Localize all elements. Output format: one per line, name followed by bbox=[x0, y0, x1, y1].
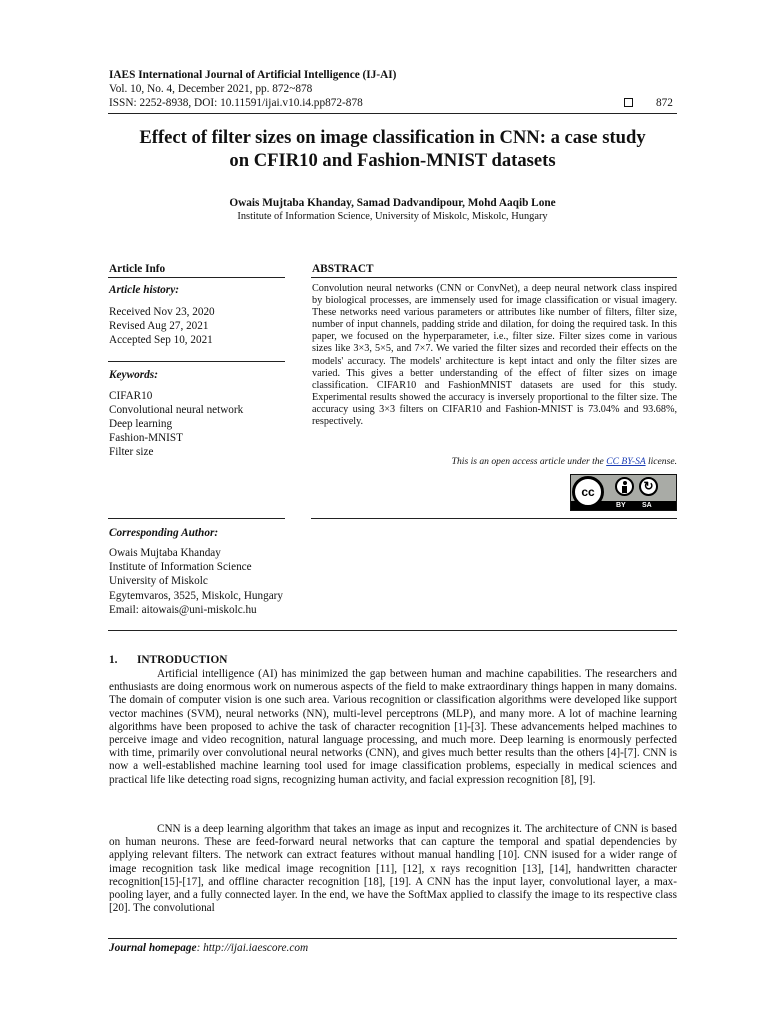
abstract-text: Convolution neural networks (CNN or ConvNet), a deep neural network class inspired by biological processes, are immensely used for image classification or visual imagery. These networks need various parameters or attributes like number of filters, filter size, number of input channels, padding stride and dilation, for doing the required task. In this paper, we focused on the hyperparameter, i.e., filter size. Filter sizes come in various sizes like 3×3, 5×5, and 7×7. We varied the filter sizes and recorded their effects on the models' accuracy. The models' architecture is kept intact and only the filter sizes are varied. This gives a better understanding of the effect of filter sizes on image classification. CIFAR10 and FashionMNIST datasets are used for this study. Experimental results showed the accuracy is inversely proportional to the filter size. The accuracy using 3×3 filters on CIFAR10 and Fashion-MNIST is 73.04% and 93.68%, respectively. bbox=[312, 283, 677, 428]
square-icon bbox=[624, 98, 633, 107]
cc-icon: cc bbox=[572, 476, 604, 508]
keyword-item: Fashion-MNIST bbox=[109, 432, 183, 444]
accepted-date: Accepted Sep 10, 2021 bbox=[109, 334, 213, 346]
corresponding-email: Email: aitowais@uni-miskolc.hu bbox=[109, 604, 257, 616]
keyword-item: Convolutional neural network bbox=[109, 404, 244, 416]
homepage-url[interactable]: : http://ijai.iaescore.com bbox=[196, 942, 309, 954]
journal-issn: ISSN: 2252-8938, DOI: 10.11591/ijai.v10.i4.pp872-878 bbox=[109, 97, 363, 109]
corresponding-university: University of Miskolc bbox=[109, 575, 208, 587]
title-line-2: on CFIR10 and Fashion-MNIST datasets bbox=[229, 150, 556, 171]
cc-by-sa-link[interactable]: CC BY-SA bbox=[606, 456, 646, 467]
corresponding-address: Egytemvaros, 3525, Miskolc, Hungary bbox=[109, 590, 284, 602]
share-alike-icon: ↻ bbox=[639, 477, 658, 496]
journal-volume: Vol. 10, No. 4, December 2021, pp. 872~878 bbox=[109, 83, 313, 95]
homepage-label: Journal homepage bbox=[109, 942, 197, 954]
keyword-item: Filter size bbox=[109, 446, 154, 458]
history-rule bbox=[108, 361, 285, 362]
paper-title bbox=[100, 126, 685, 172]
corresponding-rule-right bbox=[311, 518, 677, 519]
keyword-item: CIFAR10 bbox=[109, 390, 153, 402]
page-number: 872 bbox=[656, 97, 673, 109]
corresponding-name: Owais Mujtaba Khanday bbox=[109, 547, 221, 559]
license-statement bbox=[312, 456, 677, 468]
header-rule bbox=[108, 113, 677, 114]
corresponding-label: Corresponding Author: bbox=[109, 527, 219, 539]
license-prefix: This is an open access article under the bbox=[451, 456, 607, 467]
article-info-heading: Article Info bbox=[109, 263, 166, 275]
license-suffix: license. bbox=[645, 456, 677, 467]
intro-paragraph-2: CNN is a deep learning algorithm that takes an image as input and recognizes it. The architecture of CNN is based on human neurons. These are feed-forward neural networks that can capture the temporal and spatial dependencies by applying relevant filters. The network can extract features without manual handling [10]. CNN isused for a wider range of image recognition task like medical image recognition [11], [12], x rays recognition [13], [14], handwritten character recognition[15]-[17], and offline character recognition [18], [19]. A CNN has the input layer, convolutional layer, a max-pooling layer, and a fully connected layer. In the end, we have the SoftMax applied to classify the image to its respective class [20]. The convolutional bbox=[109, 823, 677, 915]
footer-rule bbox=[108, 938, 677, 939]
abstract-heading: ABSTRACT bbox=[312, 263, 374, 275]
attribution-icon bbox=[615, 477, 634, 496]
revised-date: Revised Aug 27, 2021 bbox=[109, 320, 209, 332]
badge-by-label: BY bbox=[616, 502, 626, 509]
corresponding-institute: Institute of Information Science bbox=[109, 561, 252, 573]
corresponding-rule-left bbox=[108, 518, 285, 519]
intro-paragraph-1: Artificial intelligence (AI) has minimized the gap between human and machine capabilities. The researchers and enthusiasts are doing enormous work on numerous aspects of the field to make extraordinary things happen in many domains. The domain of computer vision is one such area. Various recognition or classification algorithms were developed like support vector machines (SVM), neural networks (NN), multi-level perceptrons (MLP), and many more. A lot of machine learning algorithms have been proposed to achive the task of character recognition [1]-[3]. These advancements helped machines to perceive image and video recognition, natural language processing, and much more. Deep learning is enormously perfected with time, primarily over convolutional neural networks (CNN), and gives much better results than the others [4]-[7]. CNN is now a well-established machine learning tool used for image classification problems, especially in medical sciences and practical life like detecting road signs, recognizing human activity, and facial expression recognition [8], [9]. bbox=[109, 668, 677, 786]
keyword-item: Deep learning bbox=[109, 418, 173, 430]
abstract-rule bbox=[311, 277, 677, 278]
article-info-rule bbox=[108, 277, 285, 278]
section-title: INTRODUCTION bbox=[137, 654, 228, 666]
journal-name: IAES International Journal of Artificial Intelligence (IJ-AI) bbox=[109, 69, 397, 81]
badge-sa-label: SA bbox=[642, 502, 652, 509]
article-history-label: Article history: bbox=[109, 284, 179, 296]
corresponding-bottom-rule bbox=[108, 630, 677, 631]
received-date: Received Nov 23, 2020 bbox=[109, 306, 215, 318]
section-number: 1. bbox=[109, 654, 118, 666]
cc-by-sa-badge[interactable] bbox=[570, 474, 677, 511]
title-line-1: Effect of filter sizes on image classification in CNN: a case study bbox=[139, 127, 646, 148]
authors: Owais Mujtaba Khanday, Samad Dadvandipour, Mohd Aaqib Lone bbox=[229, 197, 556, 209]
affiliation: Institute of Information Science, University of Miskolc, Miskolc, Hungary bbox=[237, 211, 548, 222]
keywords-label: Keywords: bbox=[109, 369, 158, 381]
journal-homepage bbox=[109, 941, 308, 955]
